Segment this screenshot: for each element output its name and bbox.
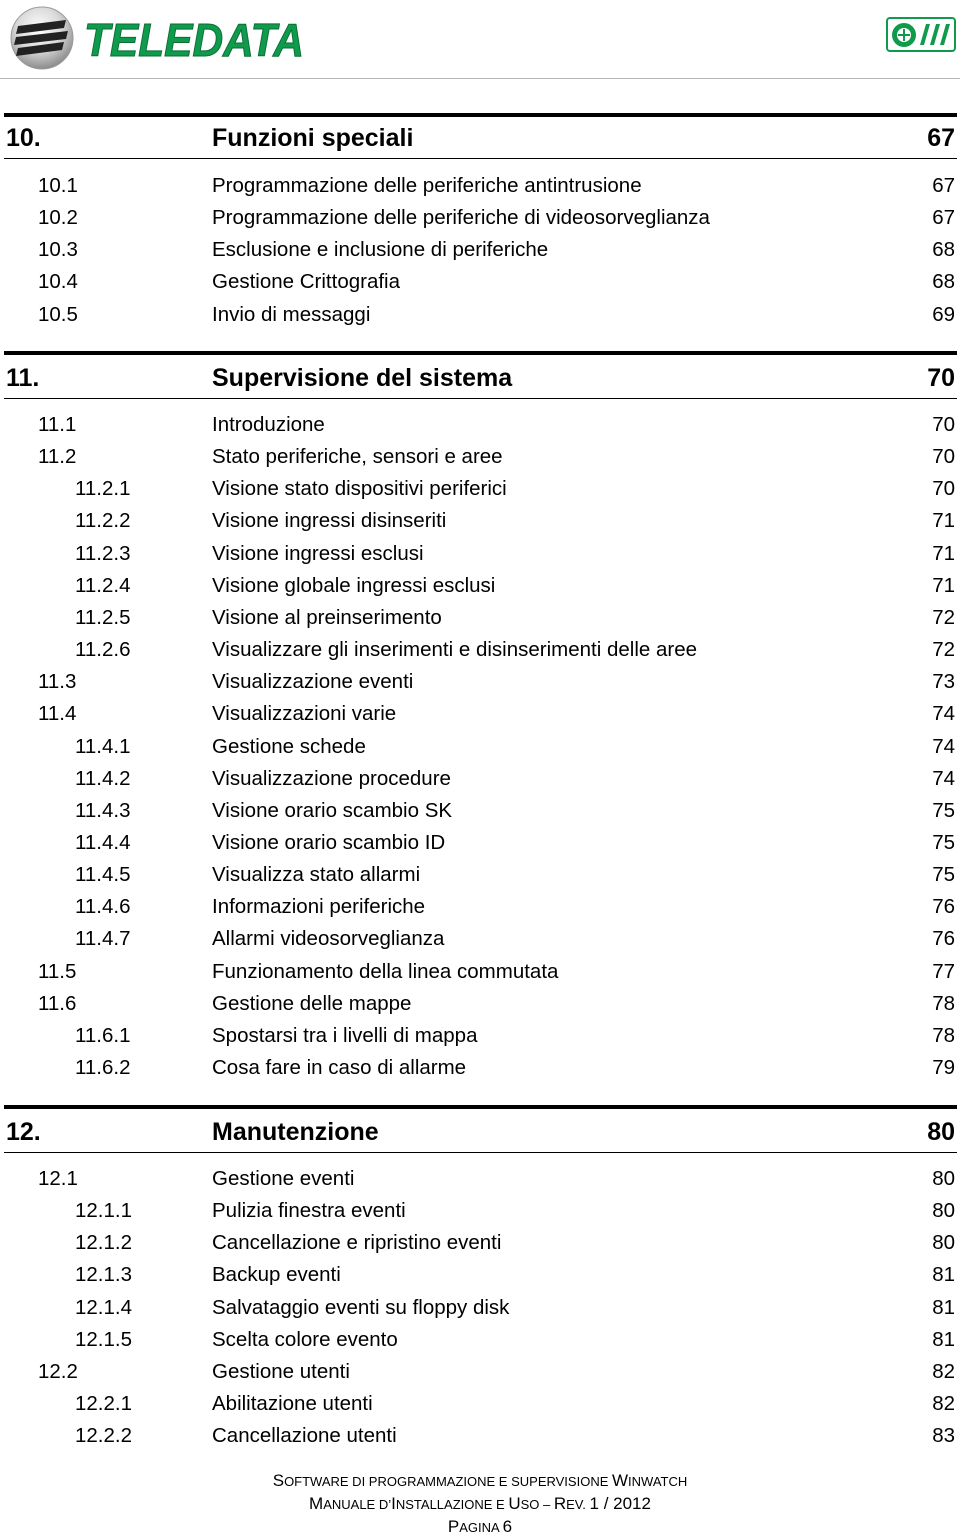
footer-page-number: PAGINA 6 xyxy=(447,1517,513,1536)
entry-number: 12.1 xyxy=(38,1167,78,1190)
toc-entry-row[interactable] xyxy=(0,1163,960,1195)
entry-page: 78 xyxy=(932,1024,955,1047)
toc-entry-row[interactable] xyxy=(0,570,960,602)
entry-title: Programmazione delle periferiche di videosorveglianza xyxy=(212,206,710,229)
toc-entry-row[interactable] xyxy=(0,409,960,441)
entry-title: Backup eventi xyxy=(212,1263,341,1286)
toc-entry-row[interactable] xyxy=(0,1259,960,1291)
entry-title: Visione orario scambio SK xyxy=(212,799,453,822)
entry-page: 77 xyxy=(932,960,955,983)
toc-entry-row[interactable] xyxy=(0,698,960,730)
entry-title: Programmazione delle periferiche antintrusione xyxy=(212,174,642,197)
chapter-number: 11. xyxy=(6,364,40,392)
entry-number: 11.4 xyxy=(38,702,77,725)
entry-number: 11.2 xyxy=(38,445,77,468)
entry-page: 78 xyxy=(932,992,955,1015)
toc-entry-row[interactable] xyxy=(0,731,960,763)
entry-page: 80 xyxy=(932,1231,955,1254)
entry-number: 11.4.2 xyxy=(75,767,131,790)
toc-chapter-row[interactable] xyxy=(0,1116,960,1150)
entry-number: 12.1.5 xyxy=(75,1328,132,1351)
entry-number: 10.5 xyxy=(38,303,78,326)
toc-entry-row[interactable] xyxy=(0,859,960,891)
entry-title: Visualizza stato allarmi xyxy=(212,863,421,886)
entry-number: 11.4.5 xyxy=(75,863,131,886)
toc-entry-row[interactable] xyxy=(0,827,960,859)
toc-entry-row[interactable] xyxy=(0,1020,960,1052)
entry-page: 72 xyxy=(932,606,955,629)
entry-number: 12.1.2 xyxy=(75,1231,132,1254)
entry-number: 12.2.1 xyxy=(75,1392,132,1415)
toc-entry-row[interactable] xyxy=(0,795,960,827)
toc-entry-row[interactable] xyxy=(0,1052,960,1084)
toc-entry-row[interactable] xyxy=(0,1356,960,1388)
entry-title: Visualizzazione eventi xyxy=(212,670,414,693)
entry-title: Visione al preinserimento xyxy=(212,606,442,629)
entry-number: 11.6.1 xyxy=(75,1024,131,1047)
toc-entry-row[interactable] xyxy=(0,634,960,666)
entry-title: Cancellazione e ripristino eventi xyxy=(212,1231,502,1254)
toc-chapter-row[interactable] xyxy=(0,122,960,156)
entry-number: 12.2.2 xyxy=(75,1424,132,1447)
chapter-underline xyxy=(4,398,957,399)
entry-number: 11.4.3 xyxy=(75,799,131,822)
chapter-page: 70 xyxy=(927,364,955,392)
toc-entry-row[interactable] xyxy=(0,1227,960,1259)
entry-number: 12.1.3 xyxy=(75,1263,132,1286)
entry-number: 10.3 xyxy=(38,238,78,261)
entry-number: 11.6 xyxy=(38,992,77,1015)
page-footer xyxy=(0,1470,960,1539)
chapter-underline xyxy=(4,158,957,159)
entry-page: 70 xyxy=(932,445,955,468)
entry-title: Salvataggio eventi su floppy disk xyxy=(212,1296,510,1319)
toc-entry-row[interactable] xyxy=(0,538,960,570)
chapter-rule xyxy=(4,113,957,117)
entry-page: 74 xyxy=(932,735,955,758)
entry-title: Visione ingressi esclusi xyxy=(212,542,424,565)
entry-page: 81 xyxy=(932,1296,955,1319)
entry-page: 81 xyxy=(932,1328,955,1351)
entry-page: 80 xyxy=(932,1167,955,1190)
chapter-title: Funzioni speciali xyxy=(212,124,414,152)
footer-manual-revision: MANUALE D’INSTALLAZIONE E USO – REV. 1 / 2012 xyxy=(309,1494,651,1513)
entry-page: 70 xyxy=(932,413,955,436)
entry-title: Pulizia finestra eventi xyxy=(212,1199,406,1222)
entry-title: Introduzione xyxy=(212,413,325,436)
entry-number: 11.4.1 xyxy=(75,735,131,758)
toc-entry-row[interactable] xyxy=(0,1292,960,1324)
entry-page: 67 xyxy=(932,174,955,197)
toc-entry-row[interactable] xyxy=(0,299,960,331)
entry-title: Cosa fare in caso di allarme xyxy=(212,1056,467,1079)
entry-page: 70 xyxy=(932,477,955,500)
entry-page: 67 xyxy=(932,206,955,229)
entry-number: 11.1 xyxy=(38,413,77,436)
entry-title: Visione orario scambio ID xyxy=(212,831,446,854)
entry-page: 80 xyxy=(932,1199,955,1222)
toc-entry-row[interactable] xyxy=(0,441,960,473)
entry-number: 11.4.4 xyxy=(75,831,131,854)
entry-title: Allarmi videosorveglianza xyxy=(212,927,445,950)
entry-title: Scelta colore evento xyxy=(212,1328,398,1351)
toc-entry-row[interactable] xyxy=(0,1388,960,1420)
entry-number: 11.2.5 xyxy=(75,606,131,629)
entry-number: 11.4.6 xyxy=(75,895,131,918)
toc-entry-row[interactable] xyxy=(0,988,960,1020)
entry-title: Gestione schede xyxy=(212,735,366,758)
toc-entry-row[interactable] xyxy=(0,1324,960,1356)
toc-entry-row[interactable] xyxy=(0,1195,960,1227)
entry-page: 73 xyxy=(932,670,955,693)
entry-page: 69 xyxy=(932,303,955,326)
entry-page: 82 xyxy=(932,1360,955,1383)
entry-page: 75 xyxy=(932,831,955,854)
entry-title: Spostarsi tra i livelli di mappa xyxy=(212,1024,478,1047)
chapter-underline xyxy=(4,1152,957,1153)
entry-number: 11.2.2 xyxy=(75,509,131,532)
entry-number: 11.4.7 xyxy=(75,927,131,950)
chapter-rule xyxy=(4,351,957,355)
entry-page: 74 xyxy=(932,767,955,790)
entry-title: Invio di messaggi xyxy=(212,303,371,326)
entry-number: 10.1 xyxy=(38,174,78,197)
toc-entry-row[interactable] xyxy=(0,266,960,298)
toc-entry-row[interactable] xyxy=(0,763,960,795)
entry-page: 71 xyxy=(932,574,955,597)
logo-text: TELEDATA xyxy=(84,14,304,66)
toc-entry-row[interactable] xyxy=(0,891,960,923)
entry-number: 12.1.4 xyxy=(75,1296,132,1319)
entry-page: 83 xyxy=(932,1424,955,1447)
toc-entry-row[interactable] xyxy=(0,923,960,955)
entry-page: 74 xyxy=(932,702,955,725)
entry-title: Informazioni periferiche xyxy=(212,895,426,918)
toc-entry-row[interactable] xyxy=(0,234,960,266)
entry-page: 75 xyxy=(932,799,955,822)
entry-number: 12.2 xyxy=(38,1360,78,1383)
entry-title: Funzionamento della linea commutata xyxy=(212,960,559,983)
toc-entry-row[interactable] xyxy=(0,473,960,505)
entry-number: 11.3 xyxy=(38,670,77,693)
entry-page: 79 xyxy=(932,1056,955,1079)
toc-entry-row[interactable] xyxy=(0,666,960,698)
entry-number: 12.1.1 xyxy=(75,1199,132,1222)
entry-title: Visualizzazioni varie xyxy=(212,702,397,725)
entry-number: 11.2.4 xyxy=(75,574,131,597)
chapter-page: 67 xyxy=(927,124,955,152)
entry-number: 11.6.2 xyxy=(75,1056,131,1079)
chapter-number: 12. xyxy=(6,1118,41,1146)
entry-number: 10.4 xyxy=(38,270,78,293)
toc-entry-row[interactable] xyxy=(0,202,960,234)
toc-entry-row[interactable] xyxy=(0,170,960,202)
entry-page: 82 xyxy=(932,1392,955,1415)
entry-title: Esclusione e inclusione di periferiche xyxy=(212,238,549,261)
toc-entry-row[interactable] xyxy=(0,602,960,634)
entry-page: 68 xyxy=(932,270,955,293)
toc-entry-row[interactable] xyxy=(0,956,960,988)
entry-title: Visione stato dispositivi periferici xyxy=(212,477,507,500)
entry-title: Visualizzare gli inserimenti e disinserimenti delle aree xyxy=(212,638,698,661)
toc-entry-row[interactable] xyxy=(0,505,960,537)
entry-number: 11.2.3 xyxy=(75,542,131,565)
entry-number: 11.2.6 xyxy=(75,638,131,661)
entry-title: Cancellazione utenti xyxy=(212,1424,397,1447)
entry-title: Abilitazione utenti xyxy=(212,1392,373,1415)
chapter-rule xyxy=(4,1105,957,1109)
entry-number: 11.5 xyxy=(38,960,77,983)
footer-product-title: SOFTWARE DI PROGRAMMAZIONE E SUPERVISIONE WINWATCH xyxy=(272,1471,688,1490)
entry-title: Gestione Crittografia xyxy=(212,270,401,293)
entry-title: Visione globale ingressi esclusi xyxy=(212,574,496,597)
entry-title: Stato periferiche, sensori e aree xyxy=(212,445,503,468)
entry-page: 71 xyxy=(932,542,955,565)
entry-page: 81 xyxy=(932,1263,955,1286)
entry-title: Gestione delle mappe xyxy=(212,992,412,1015)
entry-title: Gestione eventi xyxy=(212,1167,355,1190)
chapter-title: Supervisione del sistema xyxy=(212,364,513,392)
entry-page: 68 xyxy=(932,238,955,261)
toc-chapter-row[interactable] xyxy=(0,362,960,396)
entry-page: 72 xyxy=(932,638,955,661)
entry-title: Visione ingressi disinseriti xyxy=(212,509,447,532)
chapter-page: 80 xyxy=(927,1118,955,1146)
entry-page: 71 xyxy=(932,509,955,532)
entry-title: Visualizzazione procedure xyxy=(212,767,451,790)
chapter-number: 10. xyxy=(6,124,41,152)
entry-page: 75 xyxy=(932,863,955,886)
toc-entry-row[interactable] xyxy=(0,1420,960,1452)
entry-number: 11.2.1 xyxy=(75,477,131,500)
entry-page: 76 xyxy=(932,895,955,918)
chapter-title: Manutenzione xyxy=(212,1118,379,1146)
entry-number: 10.2 xyxy=(38,206,78,229)
entry-page: 76 xyxy=(932,927,955,950)
entry-title: Gestione utenti xyxy=(212,1360,350,1383)
